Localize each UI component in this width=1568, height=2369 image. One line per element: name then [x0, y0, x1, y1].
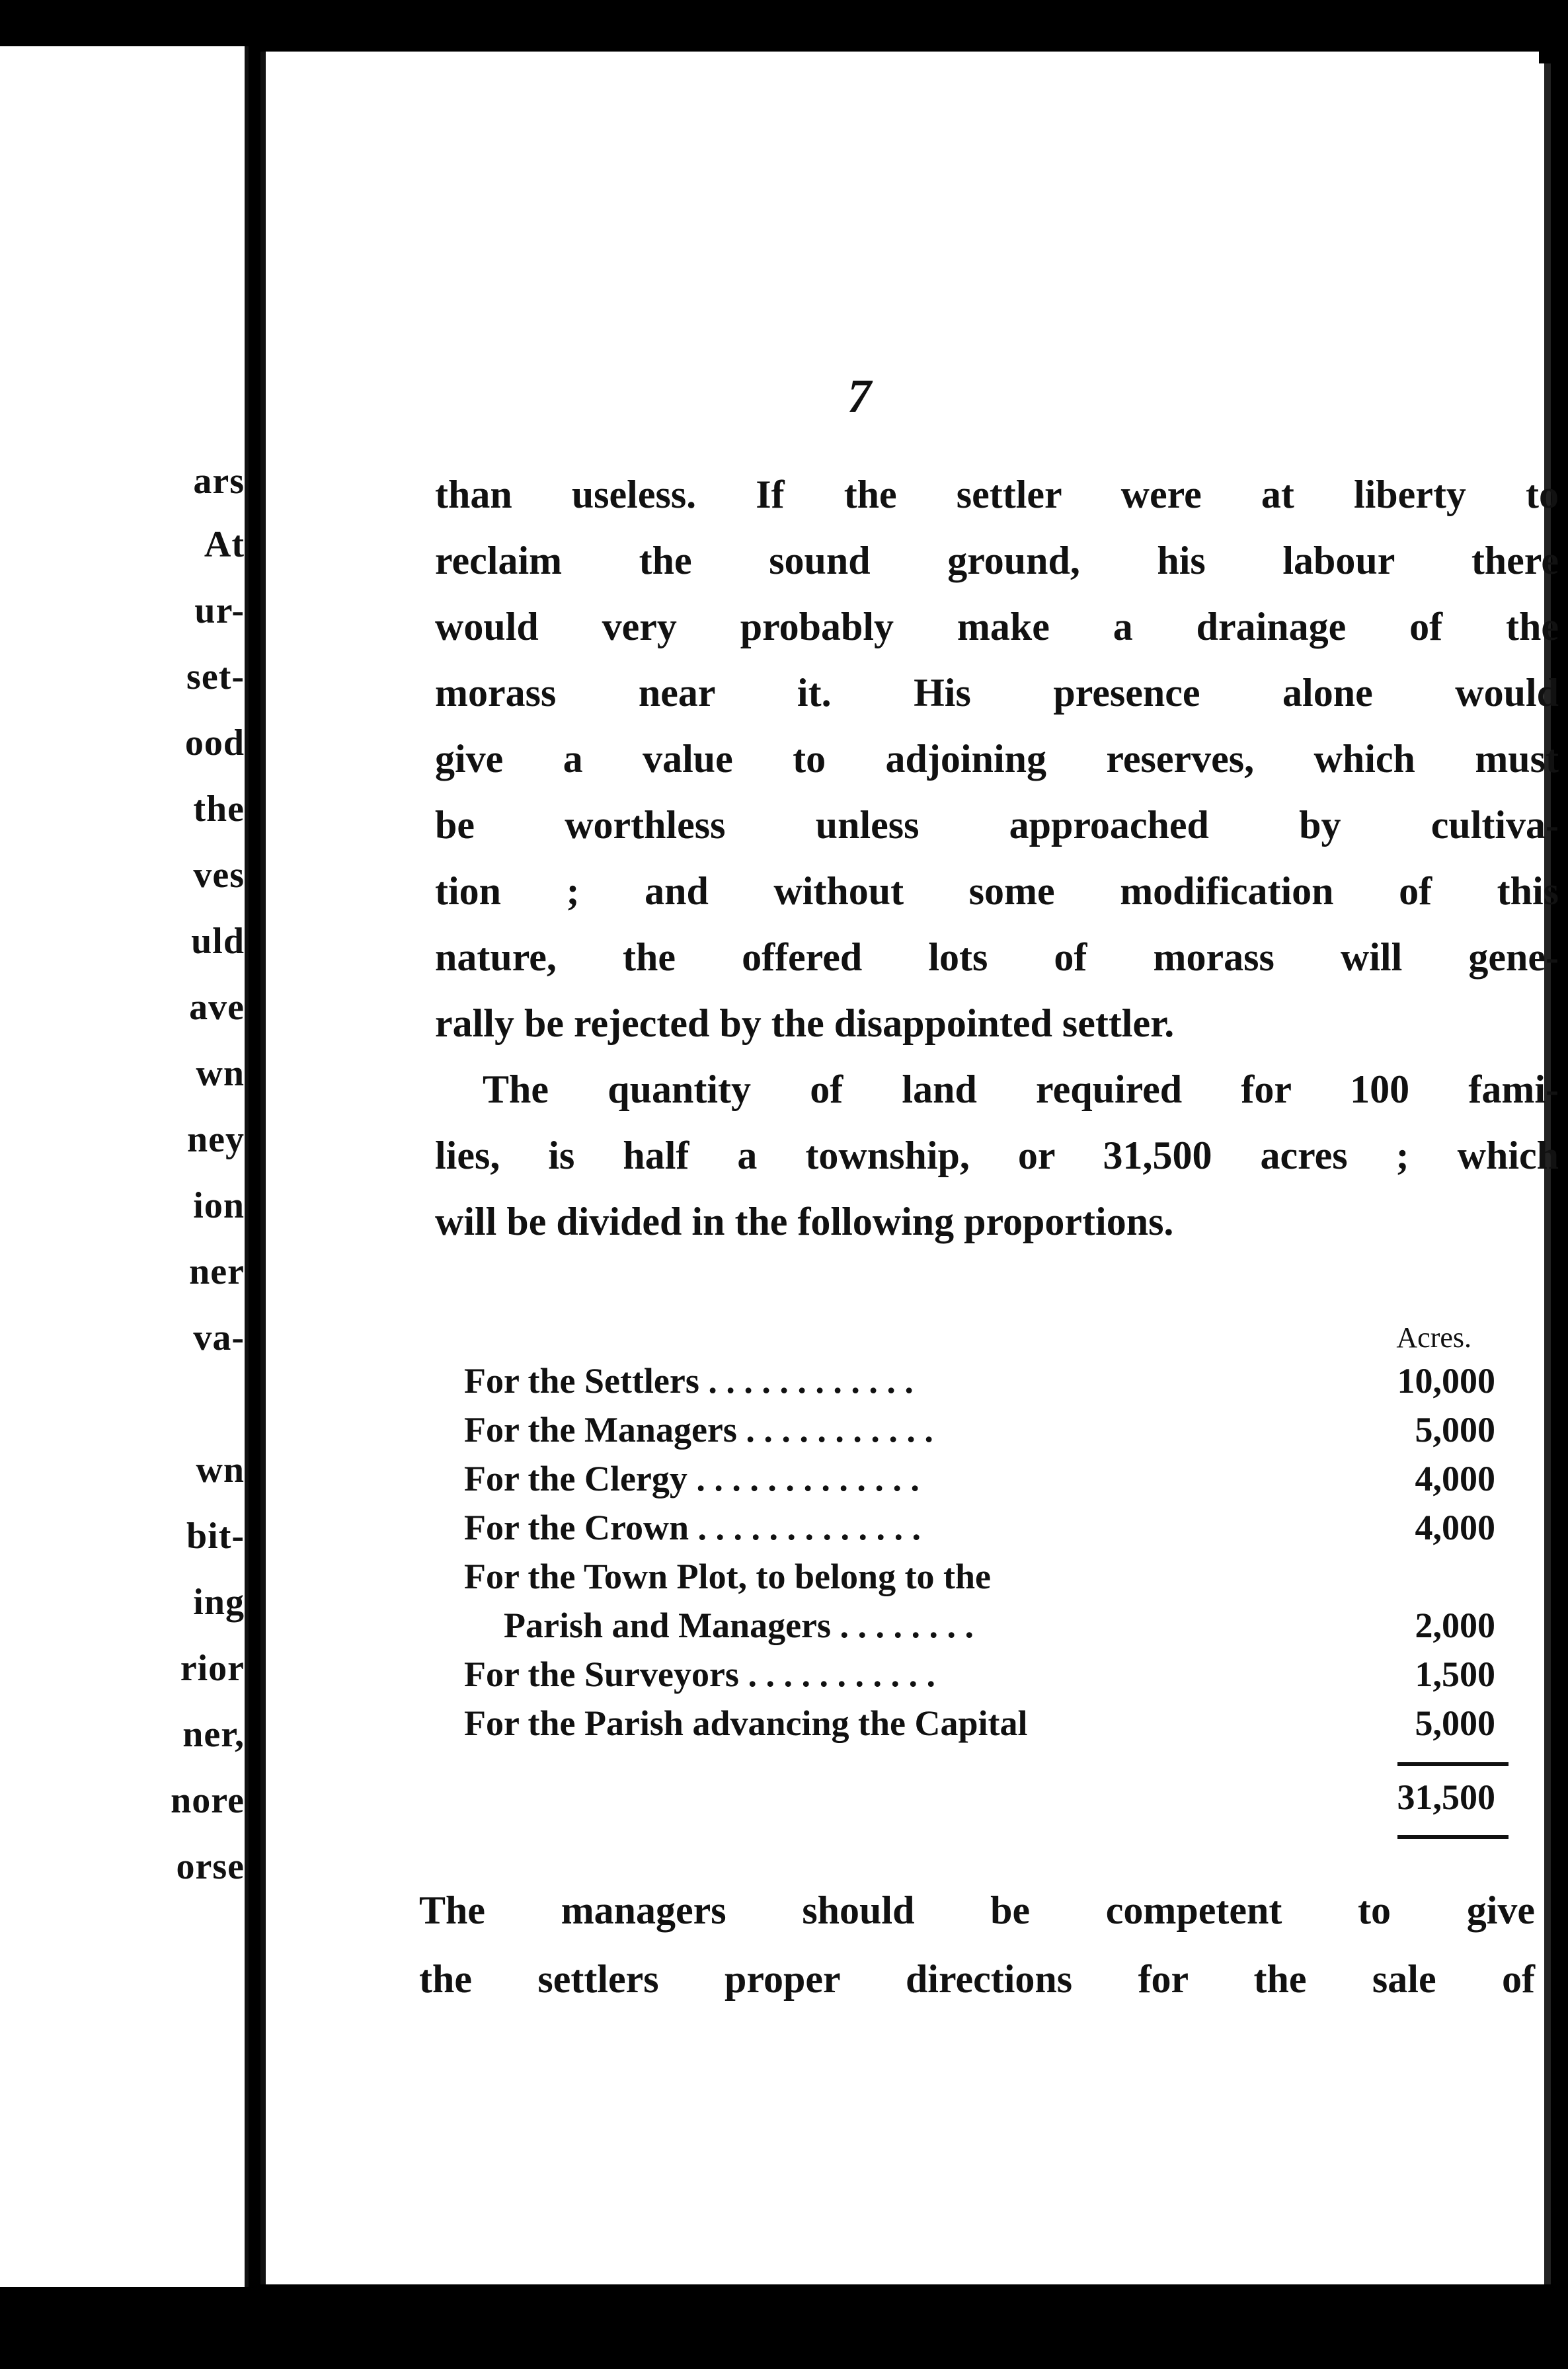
facing-page-fragment: ave	[189, 987, 245, 1028]
row-value: 4,000	[1415, 1508, 1495, 1547]
total-rule-bottom	[1397, 1835, 1509, 1839]
facing-page-fragment: ves	[193, 855, 245, 896]
facing-page-fragment: bit-	[186, 1516, 245, 1557]
row-label: Parish and Managers . . . . . . . .	[504, 1606, 974, 1645]
text-line: tion ; and without some modification of this	[435, 869, 1559, 913]
facing-page-fragment: ur-	[194, 590, 245, 631]
text-line: than useless. If the settler were at liberty to	[435, 473, 1559, 516]
facing-page-fragment: ney	[187, 1119, 245, 1160]
row-label: For the Town Plot, to belong to the	[464, 1557, 992, 1596]
facing-page-fragment: ing	[193, 1582, 245, 1623]
table-row	[464, 1507, 1509, 1556]
text-line: morass near it. His presence alone would	[435, 671, 1559, 715]
row-label: For the Settlers . . . . . . . . . . . .	[464, 1361, 914, 1401]
row-value: 4,000	[1415, 1459, 1495, 1498]
facing-page-fragment: set-	[186, 656, 245, 697]
table-row	[464, 1605, 1509, 1654]
table-row	[464, 1556, 1509, 1605]
row-label: For the Surveyors . . . . . . . . . . .	[464, 1654, 935, 1694]
row-value: 10,000	[1397, 1361, 1495, 1401]
closing-paragraph	[419, 1876, 1535, 2013]
text-line: The quantity of land required for 100 fami-	[483, 1068, 1559, 1111]
page-number: 7	[847, 369, 871, 422]
table-row	[464, 1703, 1509, 1752]
facing-page-fragment: At	[204, 524, 245, 565]
text-line: will be divided in the following proportions.	[435, 1200, 1174, 1243]
facing-page-fragment: nore	[171, 1780, 245, 1821]
table-row	[464, 1409, 1509, 1458]
facing-page-fragment: ars	[193, 461, 245, 502]
facing-page-fragment: rior	[180, 1648, 245, 1689]
table-total-row	[464, 1777, 1509, 1826]
table-total: 31,500	[1397, 1777, 1495, 1817]
body-paragraphs	[435, 461, 1559, 1255]
facing-page	[0, 46, 249, 2287]
table-header-acres: Acres.	[1396, 1321, 1471, 1354]
row-label: For the Managers . . . . . . . . . . .	[464, 1410, 933, 1450]
table-row	[464, 1458, 1509, 1507]
text-line: give a value to adjoining reserves, which must	[435, 737, 1559, 781]
facing-page-fragment: ion	[193, 1185, 245, 1226]
text-line: nature, the offered lots of morass will gene-	[435, 935, 1559, 979]
facing-page-fragment: va-	[193, 1317, 245, 1358]
row-value: 1,500	[1415, 1654, 1495, 1694]
facing-page-fragment: the	[193, 789, 245, 830]
row-value: 5,000	[1415, 1410, 1495, 1450]
text-line: reclaim the sound ground, his labour there	[435, 539, 1559, 582]
facing-page-fragment: ner,	[182, 1714, 245, 1755]
table-row	[464, 1360, 1509, 1409]
text-line: The managers should be competent to give	[419, 1888, 1535, 1932]
text-line: lies, is half a township, or 31,500 acres ; which	[435, 1134, 1559, 1177]
facing-page-fragment: uld	[191, 921, 245, 962]
row-value: 5,000	[1415, 1703, 1495, 1743]
row-value: 2,000	[1415, 1606, 1495, 1645]
text-line: would very probably make a drainage of the	[435, 605, 1559, 648]
book-page	[260, 52, 1559, 2284]
facing-page-fragment: ner	[189, 1251, 245, 1292]
text-line: be worthless unless approached by cultiva-	[435, 803, 1559, 847]
facing-page-fragment: wn	[196, 1053, 245, 1094]
facing-page-fragment: ood	[184, 722, 245, 763]
row-label: For the Crown . . . . . . . . . . . . .	[464, 1508, 921, 1547]
facing-page-fragment: orse	[176, 1846, 245, 1887]
row-label: For the Parish advancing the Capital	[464, 1703, 1028, 1743]
text-line: rally be rejected by the disappointed settler.	[435, 1001, 1175, 1045]
total-rule-top	[1397, 1762, 1509, 1766]
row-label: For the Clergy . . . . . . . . . . . . .	[464, 1459, 920, 1498]
facing-page-fragment: wn	[196, 1450, 245, 1491]
table-row	[464, 1654, 1509, 1703]
text-line: the settlers proper directions for the sale of	[419, 1957, 1535, 2001]
